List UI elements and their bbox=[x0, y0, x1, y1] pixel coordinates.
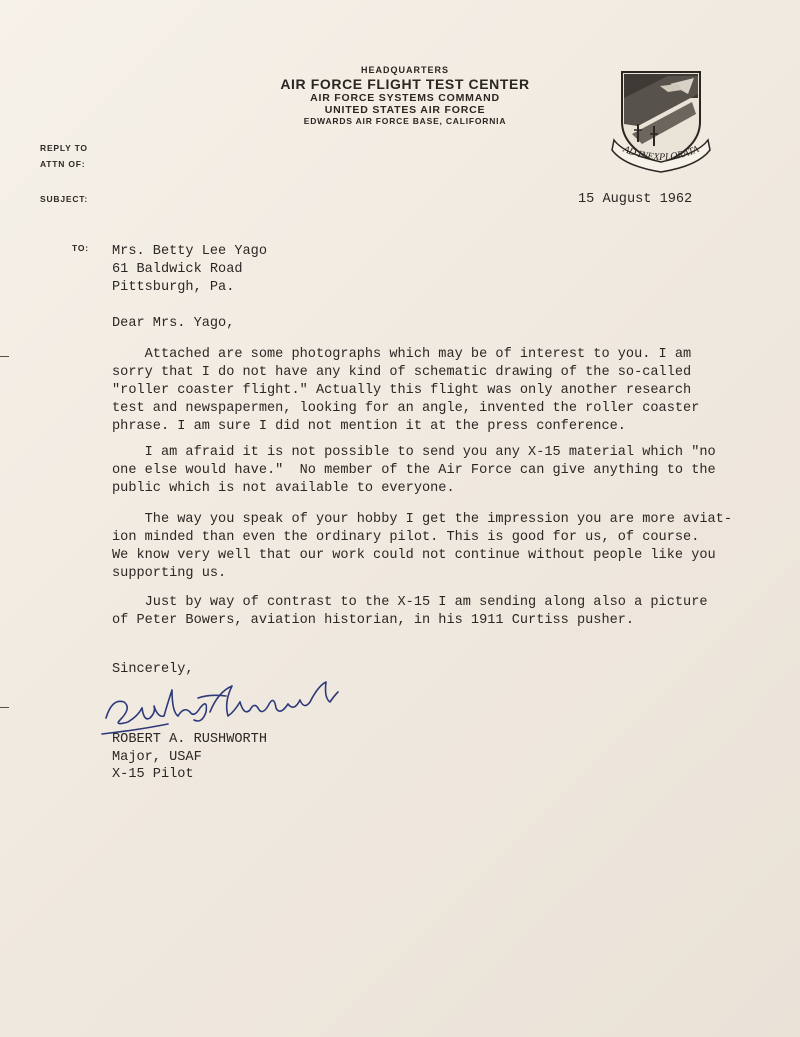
signatory-name: ROBERT A. RUSHWORTH bbox=[112, 732, 267, 747]
seal-motto: AD INEXPLORATA bbox=[621, 143, 701, 164]
letterhead-center-name: AIR FORCE FLIGHT TEST CENTER bbox=[280, 76, 530, 92]
body-paragraph-4 bbox=[112, 594, 708, 630]
body-paragraph-2 bbox=[112, 444, 716, 498]
body-line: ion minded than even the ordinary pilot. This is good for us, of course. bbox=[112, 530, 700, 545]
body-line: test and newspapermen, looking for an angle, invented the roller coaster bbox=[112, 401, 700, 416]
letterhead-headquarters: HEADQUARTERS bbox=[360, 65, 449, 75]
fold-mark bbox=[0, 707, 9, 708]
body-line: sorry that I do not have any kind of schematic drawing of the so-called bbox=[112, 365, 692, 380]
letterhead-service: UNITED STATES AIR FORCE bbox=[324, 104, 486, 116]
label-attn-of: ATTN OF: bbox=[40, 159, 86, 169]
afftc-seal-icon bbox=[608, 64, 714, 174]
body-line: one else would have." No member of the Air Force can give anything to the bbox=[112, 463, 716, 478]
body-line: phrase. I am sure I did not mention it at the press conference. bbox=[112, 419, 626, 434]
recipient-street: 61 Baldwick Road bbox=[112, 262, 243, 277]
body-line: Just by way of contrast to the X-15 I am sending along also a picture bbox=[112, 595, 708, 610]
letterhead-command: AIR FORCE SYSTEMS COMMAND bbox=[310, 92, 500, 104]
body-line: of Peter Bowers, aviation historian, in his 1911 Curtiss pusher. bbox=[112, 613, 635, 628]
recipient-name: Mrs. Betty Lee Yago bbox=[112, 244, 267, 259]
recipient-city: Pittsburgh, Pa. bbox=[112, 280, 235, 295]
body-paragraph-3 bbox=[112, 511, 732, 583]
body-line: Attached are some photographs which may be of interest to you. I am bbox=[112, 347, 692, 362]
fold-mark bbox=[0, 356, 9, 357]
label-subject: SUBJECT: bbox=[40, 194, 88, 204]
body-line: "roller coaster flight." Actually this flight was only another research bbox=[112, 383, 692, 398]
letterhead-base: EDWARDS AIR FORCE BASE, CALIFORNIA bbox=[303, 116, 507, 126]
salutation: Dear Mrs. Yago, bbox=[112, 316, 235, 331]
signatory-title: Major, USAF bbox=[112, 750, 202, 765]
letterhead bbox=[250, 65, 560, 127]
body-line: public which is not available to everyone. bbox=[112, 481, 455, 496]
label-reply-to: REPLY TO bbox=[40, 143, 88, 153]
signatory-role: X-15 Pilot bbox=[112, 767, 194, 782]
body-line: The way you speak of your hobby I get the impression you are more aviat- bbox=[112, 512, 732, 527]
body-paragraph-1 bbox=[112, 346, 699, 436]
body-line: supporting us. bbox=[112, 566, 227, 581]
body-line: We know very well that our work could not continue without people like you bbox=[112, 548, 716, 563]
letter-date: 15 August 1962 bbox=[578, 192, 693, 207]
label-to: TO: bbox=[72, 243, 89, 253]
closing: Sincerely, bbox=[112, 662, 194, 677]
body-line: I am afraid it is not possible to send you any X-15 material which "no bbox=[112, 445, 716, 460]
